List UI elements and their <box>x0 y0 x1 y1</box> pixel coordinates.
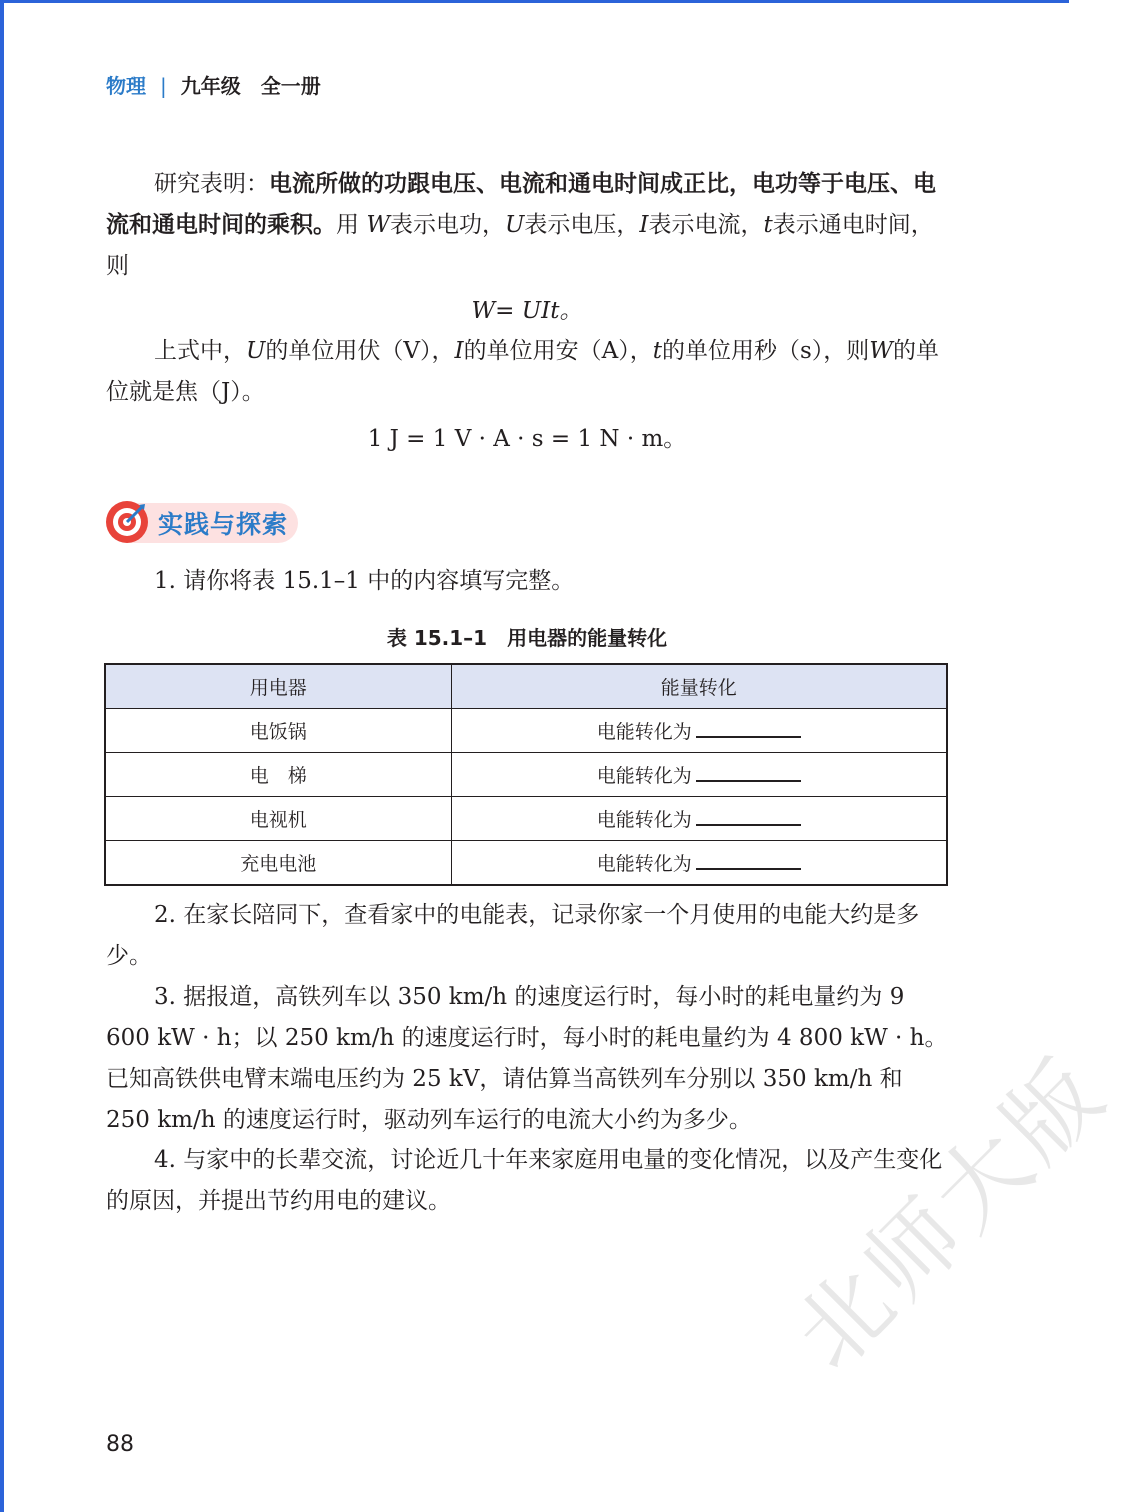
conversion-text: 电能转化为 <box>596 809 692 831</box>
question-4: 4. 与家中的长辈交流，讨论近几十年来家庭用电量的变化情况，以及产生变化的原因，并提出节约用电的建议。 <box>106 1147 943 1214</box>
text-fragment: 表示电压， <box>524 212 640 238</box>
fill-in-blank[interactable] <box>696 718 801 738</box>
table-row <box>105 841 947 886</box>
text-fragment: 的单位用伏（V）， <box>265 338 455 364</box>
question-1: 1. 请你将表 15.1–1 中的内容填写完整。 <box>154 568 575 594</box>
conversion-cell <box>451 753 947 797</box>
text-fragment: 的单位用安（A）， <box>463 338 653 364</box>
grade-label: 九年级 全一册 <box>180 74 321 98</box>
symbol-i: I <box>639 212 649 238</box>
paragraph-work-definition <box>106 164 948 287</box>
conversion-text: 电能转化为 <box>596 765 692 787</box>
symbol-t: t <box>652 338 662 364</box>
text-fragment: 用 <box>336 212 367 238</box>
formula-electric-work: W= UIt。 <box>471 298 583 324</box>
symbol-t: t <box>763 212 773 238</box>
section-title: 实践与探索 <box>158 510 289 539</box>
text-fragment: 上式中， <box>154 338 246 364</box>
symbol-w: W <box>869 338 893 364</box>
text-fragment: 表示电流， <box>648 212 764 238</box>
table-row <box>105 753 947 797</box>
table-row <box>105 797 947 841</box>
fill-in-blank[interactable] <box>696 806 801 826</box>
paragraph-units <box>106 331 948 413</box>
device-cell: 充电电池 <box>105 841 451 886</box>
energy-conversion-table <box>104 663 948 886</box>
symbol-u: U <box>504 212 525 238</box>
publisher-watermark: 北师大版 <box>774 1036 1127 1390</box>
text-fragment: 的单位用秒（s），则 <box>661 338 870 364</box>
header-separator: | <box>160 74 167 98</box>
symbol-u: U <box>246 338 266 364</box>
subject-label: 物理 <box>106 74 146 98</box>
top-border <box>0 0 1069 3</box>
text-fragment: 的单位就是焦（J）。 <box>106 338 939 405</box>
symbol-w: W <box>366 212 390 238</box>
device-cell: 电视机 <box>105 797 451 841</box>
target-icon <box>104 499 150 545</box>
question-2: 2. 在家长陪同下，查看家中的电能表，记录你家一个月使用的电能大约是多少。 <box>106 902 920 969</box>
device-cell: 电 梯 <box>105 753 451 797</box>
text-fragment: 表示通电时间，则 <box>106 212 934 279</box>
conversion-text: 电能转化为 <box>596 721 692 743</box>
section-heading <box>104 499 304 545</box>
fill-in-blank[interactable] <box>696 762 801 782</box>
table-caption: 表 15.1–1 用电器的能量转化 <box>386 626 668 650</box>
lead-text: 研究表明： <box>154 171 269 197</box>
left-border <box>0 0 4 1512</box>
header-device: 用电器 <box>105 664 451 709</box>
text-fragment: 表示电功， <box>389 212 505 238</box>
table-header-row <box>105 664 947 709</box>
header-conversion: 能量转化 <box>451 664 947 709</box>
running-header <box>106 70 321 99</box>
conversion-cell <box>451 797 947 841</box>
device-cell: 电饭锅 <box>105 709 451 753</box>
formula-unit-joule: 1 J = 1 V · A · s = 1 N · m。 <box>367 426 687 452</box>
conversion-cell <box>451 709 947 753</box>
fill-in-blank[interactable] <box>696 850 801 870</box>
question-3: 3. 据报道，高铁列车以 350 km/h 的速度运行时，每小时的耗电量约为 9 600 kW · h；以 250 km/h 的速度运行时，每小时的耗电量约为 4 800 kW · h。已知高铁供电臂末端电压约为 25 kV，请估算当高铁列车分别以 350 km/h 和 250 km/h 的速度运行时，驱动列车运行的电流大小约为多少。 <box>106 984 948 1133</box>
page-number: 88 <box>106 1432 134 1457</box>
symbol-i: I <box>454 338 464 364</box>
bold-statement: 电流所做的功跟电压、电流和通电时间成正比，电功等于电压、电流和通电时间的乘积。 <box>106 171 936 238</box>
conversion-cell <box>451 841 947 886</box>
conversion-text: 电能转化为 <box>596 853 692 875</box>
table-row <box>105 709 947 753</box>
